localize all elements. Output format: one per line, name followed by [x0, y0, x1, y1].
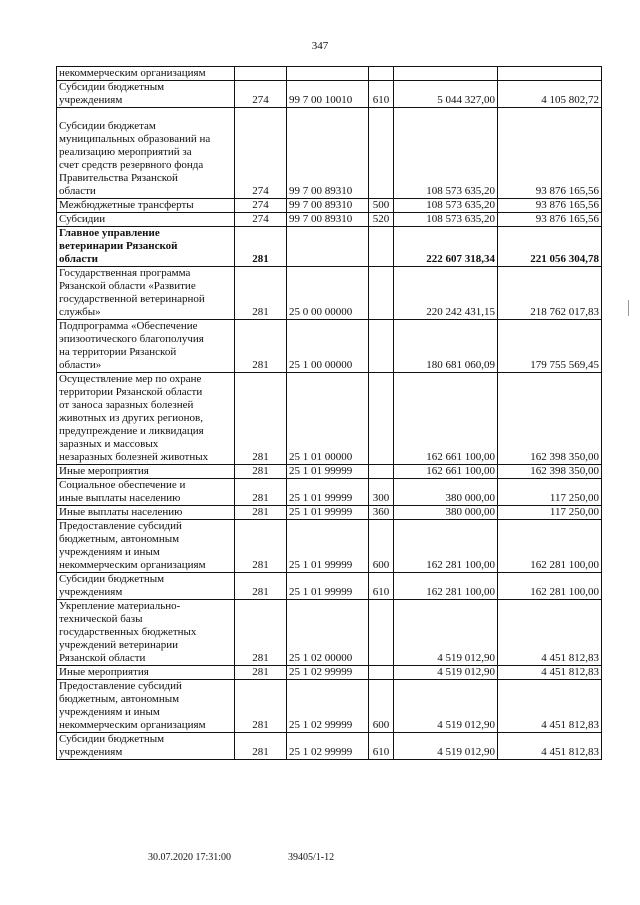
row-label: Главное управление ветеринарии Рязанской области [57, 227, 235, 267]
amount-planned: 162 281 100,00 [394, 573, 498, 600]
row-label: Подпрограмма «Обеспечение эпизоотического благополучия на территории Рязанской области» [57, 320, 235, 373]
target-article-code: 99 7 00 89310 [287, 108, 369, 199]
amount-executed: 162 398 350,00 [498, 373, 602, 465]
admin-code: 274 [235, 108, 287, 199]
amount-executed: 117 250,00 [498, 479, 602, 506]
amount-executed: 93 876 165,56 [498, 108, 602, 199]
amount-planned: 108 573 635,20 [394, 108, 498, 199]
admin-code: 281 [235, 227, 287, 267]
admin-code: 274 [235, 81, 287, 108]
row-label: Иные мероприятия [57, 465, 235, 479]
table-row [57, 67, 602, 81]
amount-planned: 108 573 635,20 [394, 213, 498, 227]
expense-type-code: 500 [369, 199, 394, 213]
table-row [57, 733, 602, 760]
amount-planned: 4 519 012,90 [394, 666, 498, 680]
amount-planned: 162 661 100,00 [394, 373, 498, 465]
footer-timestamp: 30.07.2020 17:31:00 [148, 852, 232, 863]
amount-executed: 117 250,00 [498, 506, 602, 520]
table-row [57, 520, 602, 573]
expense-type-code [369, 67, 394, 81]
amount-planned [394, 67, 498, 81]
row-label: Субсидии бюджетным учреждениям [57, 81, 235, 108]
admin-code: 281 [235, 506, 287, 520]
expense-type-code [369, 373, 394, 465]
target-article-code: 25 1 01 99999 [287, 520, 369, 573]
table-row [57, 199, 602, 213]
admin-code: 281 [235, 733, 287, 760]
admin-code: 281 [235, 373, 287, 465]
target-article-code: 99 7 00 89310 [287, 213, 369, 227]
table-row [57, 680, 602, 733]
expense-type-code: 610 [369, 733, 394, 760]
admin-code: 281 [235, 600, 287, 666]
expense-type-code: 610 [369, 81, 394, 108]
expense-type-code: 610 [369, 573, 394, 600]
admin-code: 281 [235, 680, 287, 733]
amount-planned: 380 000,00 [394, 479, 498, 506]
row-label: Укрепление материально- технической базы государственных бюджетных учреждений ветеринарии Рязанской области [57, 600, 235, 666]
expense-type-code: 520 [369, 213, 394, 227]
row-label: некоммерческим организациям [57, 67, 235, 81]
table-row [57, 479, 602, 506]
target-article-code: 25 1 00 00000 [287, 320, 369, 373]
scan-edge-mark [628, 300, 629, 316]
table-row [57, 600, 602, 666]
row-label: Иные мероприятия [57, 666, 235, 680]
row-label: Предоставление субсидий бюджетным, автономным учреждениям и иным некоммерческим организациям [57, 680, 235, 733]
row-label: Межбюджетные трансферты [57, 199, 235, 213]
amount-planned: 4 519 012,90 [394, 680, 498, 733]
amount-executed: 218 762 017,83 [498, 267, 602, 320]
amount-planned: 5 044 327,00 [394, 81, 498, 108]
table-row [57, 81, 602, 108]
target-article-code: 25 1 02 00000 [287, 600, 369, 666]
row-label: Субсидии бюджетным учреждениям [57, 573, 235, 600]
target-article-code: 25 1 02 99999 [287, 680, 369, 733]
admin-code: 281 [235, 520, 287, 573]
amount-planned: 380 000,00 [394, 506, 498, 520]
expense-type-code: 600 [369, 680, 394, 733]
target-article-code: 25 1 01 00000 [287, 373, 369, 465]
amount-planned: 220 242 431,15 [394, 267, 498, 320]
expense-type-code [369, 267, 394, 320]
amount-executed [498, 67, 602, 81]
target-article-code: 25 0 00 00000 [287, 267, 369, 320]
expense-type-code: 600 [369, 520, 394, 573]
target-article-code: 25 1 02 99999 [287, 733, 369, 760]
table-row [57, 573, 602, 600]
expense-type-code [369, 666, 394, 680]
expense-type-code: 360 [369, 506, 394, 520]
target-article-code [287, 67, 369, 81]
row-label: Предоставление субсидий бюджетным, автономным учреждениям и иным некоммерческим организациям [57, 520, 235, 573]
row-label: Иные выплаты населению [57, 506, 235, 520]
amount-executed: 162 281 100,00 [498, 573, 602, 600]
admin-code: 274 [235, 213, 287, 227]
expense-type-code [369, 600, 394, 666]
amount-planned: 222 607 318,34 [394, 227, 498, 267]
target-article-code: 25 1 01 99999 [287, 506, 369, 520]
amount-executed: 4 105 802,72 [498, 81, 602, 108]
expense-type-code [369, 227, 394, 267]
amount-planned: 4 519 012,90 [394, 600, 498, 666]
amount-executed: 4 451 812,83 [498, 666, 602, 680]
amount-executed: 4 451 812,83 [498, 733, 602, 760]
amount-planned: 162 281 100,00 [394, 520, 498, 573]
amount-planned: 4 519 012,90 [394, 733, 498, 760]
admin-code [235, 67, 287, 81]
admin-code: 281 [235, 465, 287, 479]
amount-executed: 162 398 350,00 [498, 465, 602, 479]
target-article-code [287, 227, 369, 267]
expense-type-code [369, 465, 394, 479]
amount-planned: 180 681 060,09 [394, 320, 498, 373]
row-label: Государственная программа Рязанской области «Развитие государственной ветеринарной службы» [57, 267, 235, 320]
expense-type-code [369, 108, 394, 199]
expense-type-code [369, 320, 394, 373]
row-label: Субсидии бюджетным учреждениям [57, 733, 235, 760]
budget-table [56, 66, 602, 760]
amount-executed: 162 281 100,00 [498, 520, 602, 573]
table-row [57, 227, 602, 267]
amount-executed: 179 755 569,45 [498, 320, 602, 373]
target-article-code: 25 1 02 99999 [287, 666, 369, 680]
table-row [57, 267, 602, 320]
table-row [57, 320, 602, 373]
amount-planned: 162 661 100,00 [394, 465, 498, 479]
row-label: Осуществление мер по охране территории Рязанской области от заноса заразных болезней животных из других регионов, предупреждение и ликвидация заразных и массовых незаразных болезней животных [57, 373, 235, 465]
amount-executed: 4 451 812,83 [498, 600, 602, 666]
admin-code: 281 [235, 573, 287, 600]
table-row [57, 465, 602, 479]
target-article-code: 99 7 00 89310 [287, 199, 369, 213]
target-article-code: 25 1 01 99999 [287, 573, 369, 600]
table-row [57, 506, 602, 520]
amount-executed: 4 451 812,83 [498, 680, 602, 733]
amount-executed: 221 056 304,78 [498, 227, 602, 267]
table-row [57, 373, 602, 465]
table-row [57, 213, 602, 227]
table-row [57, 666, 602, 680]
target-article-code: 25 1 01 99999 [287, 465, 369, 479]
admin-code: 281 [235, 320, 287, 373]
admin-code: 281 [235, 479, 287, 506]
amount-planned: 108 573 635,20 [394, 199, 498, 213]
target-article-code: 25 1 01 99999 [287, 479, 369, 506]
admin-code: 281 [235, 666, 287, 680]
admin-code: 281 [235, 267, 287, 320]
amount-executed: 93 876 165,56 [498, 199, 602, 213]
row-label: Субсидии бюджетам муниципальных образований на реализацию мероприятий за счет средств резервного фонда Правительства Рязанской области [57, 108, 235, 199]
amount-executed: 93 876 165,56 [498, 213, 602, 227]
admin-code: 274 [235, 199, 287, 213]
page-number: 347 [311, 40, 329, 52]
footer-document-code: 39405/1-12 [288, 852, 335, 863]
row-label: Социальное обеспечение и иные выплаты населению [57, 479, 235, 506]
expense-type-code: 300 [369, 479, 394, 506]
table-row [57, 108, 602, 199]
target-article-code: 99 7 00 10010 [287, 81, 369, 108]
row-label: Субсидии [57, 213, 235, 227]
